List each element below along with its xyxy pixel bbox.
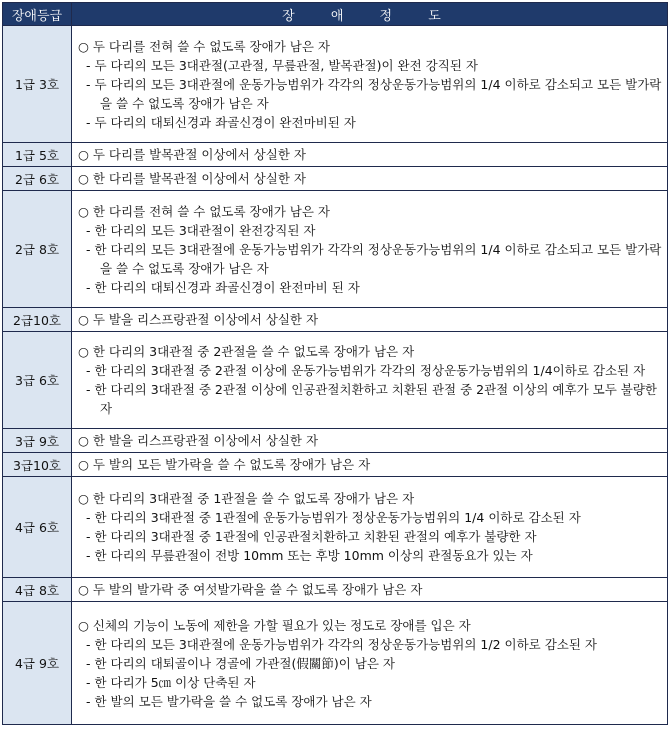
criterion-sub-line: - 한 다리의 3대관절 중 2관절 이상에 인공관절치환하고 치환된 관절 중 2관절 이상의 예후가 모두 불량한 자 <box>86 382 657 416</box>
table-row <box>3 602 668 725</box>
grade-cell: 3급 6호 <box>3 332 72 429</box>
table-body <box>3 26 668 725</box>
grade-cell: 4급 6호 <box>3 477 72 578</box>
degree-cell <box>72 308 668 332</box>
table-row <box>3 477 668 578</box>
degree-cell <box>72 143 668 167</box>
table-row <box>3 308 668 332</box>
degree-cell <box>72 191 668 308</box>
grade-cell: 4급 9호 <box>3 602 72 725</box>
table-row <box>3 429 668 453</box>
grade-cell: 1급 3호 <box>3 26 72 143</box>
grade-column-header: 장애등급 <box>3 3 72 26</box>
criterion-main-line: ○ 한 다리의 3대관절 중 2관절을 쓸 수 없도록 장애가 남은 자 <box>78 344 415 359</box>
table-row <box>3 167 668 191</box>
degree-column-header: 장 애 정 도 <box>72 3 668 26</box>
grade-cell: 2급 6호 <box>3 167 72 191</box>
grade-cell: 4급 8호 <box>3 578 72 602</box>
disability-grade-table <box>2 2 668 725</box>
degree-cell <box>72 167 668 191</box>
criterion-sub-line: - 한 다리의 대퇴신경과 좌골신경이 완전마비 된 자 <box>86 279 360 295</box>
degree-cell <box>72 477 668 578</box>
degree-cell <box>72 578 668 602</box>
grade-cell: 1급 5호 <box>3 143 72 167</box>
table-row <box>3 143 668 167</box>
criterion-main-line: ○ 한 발을 리스프랑관절 이상에서 상실한 자 <box>78 433 319 448</box>
table-row <box>3 191 668 308</box>
criterion-main-line: ○ 두 발의 모든 발가락을 쓸 수 없도록 장애가 남은 자 <box>78 457 371 472</box>
criterion-sub-line: - 한 다리의 모든 3대관절에 운동가능범위가 각각의 정상운동가능범위의 1/4 이하로 감소되고 모든 발가락을 쓸 수 없도록 장애가 남은 자 <box>86 241 662 276</box>
table-row <box>3 332 668 429</box>
degree-cell <box>72 602 668 725</box>
grade-cell: 3급10호 <box>3 453 72 477</box>
criterion-sub-line: - 한 다리의 3대관절 중 2관절 이상에 운동가능범위가 각각의 정상운동가능범위의 1/4이하로 감소된 자 <box>86 363 646 378</box>
criterion-sub-line: - 두 다리의 모든 3대관절(고관절, 무릎관절, 발목관절)이 완전 강직된 자 <box>86 57 478 73</box>
degree-cell <box>72 429 668 453</box>
degree-cell <box>72 332 668 429</box>
criterion-sub-line: - 한 다리의 대퇴골이나 경골에 가관절(假關節)이 남은 자 <box>86 655 396 671</box>
grade-cell: 2급 8호 <box>3 191 72 308</box>
criterion-sub-line: - 두 다리의 대퇴신경과 좌골신경이 완전마비된 자 <box>86 114 356 130</box>
criterion-sub-line: - 한 다리의 모든 3대관절이 완전강직된 자 <box>86 222 316 238</box>
disability-grade-table-wrapper <box>2 2 668 725</box>
degree-cell <box>72 26 668 143</box>
criterion-sub-line: - 두 다리의 모든 3대관절에 운동가능범위가 각각의 정상운동가능범위의 1/4 이하로 감소되고 모든 발가락을 쓸 수 없도록 장애가 남은 자 <box>86 76 662 111</box>
criterion-sub-line: - 한 다리의 3대관절 중 1관절에 인공관절치환하고 치환된 관절의 예후가 불량한 자 <box>86 529 537 544</box>
criterion-main-line: ○ 두 다리를 발목관절 이상에서 상실한 자 <box>78 147 306 162</box>
table-row <box>3 26 668 143</box>
criterion-main-line: ○ 한 다리를 전혀 쓸 수 없도록 장애가 남은 자 <box>78 203 330 219</box>
criterion-main-line: ○ 신체의 기능이 노동에 제한을 가할 필요가 있는 정도로 장애를 입은 자 <box>78 617 471 633</box>
table-header-row <box>3 3 668 26</box>
grade-cell: 2급10호 <box>3 308 72 332</box>
table-row <box>3 453 668 477</box>
criterion-main-line: ○ 두 발을 리스프랑관절 이상에서 상실한 자 <box>78 312 319 327</box>
criterion-sub-line: - 한 다리의 모든 3대관절에 운동가능범위가 각각의 정상운동가능범위의 1/2 이하로 감소된 자 <box>86 636 597 652</box>
criterion-main-line: ○ 두 다리를 전혀 쓸 수 없도록 장애가 남은 자 <box>78 38 330 54</box>
degree-cell <box>72 453 668 477</box>
grade-cell: 3급 9호 <box>3 429 72 453</box>
criterion-sub-line: - 한 다리의 무릎관절이 전방 10mm 또는 후방 10mm 이상의 관절동요가 있는 자 <box>86 548 533 563</box>
criterion-sub-line: - 한 다리가 5㎝ 이상 단축된 자 <box>86 674 256 690</box>
table-row <box>3 578 668 602</box>
criterion-main-line: ○ 한 다리를 발목관절 이상에서 상실한 자 <box>78 171 306 186</box>
criterion-sub-line: - 한 발의 모든 발가락을 쓸 수 없도록 장애가 남은 자 <box>86 693 372 709</box>
criterion-main-line: ○ 한 다리의 3대관절 중 1관절을 쓸 수 없도록 장애가 남은 자 <box>78 491 415 506</box>
criterion-main-line: ○ 두 발의 발가락 중 여섯발가락을 쓸 수 없도록 장애가 남은 자 <box>78 582 423 597</box>
criterion-sub-line: - 한 다리의 3대관절 중 1관절에 운동가능범위가 정상운동가능범위의 1/4 이하로 감소된 자 <box>86 510 581 525</box>
